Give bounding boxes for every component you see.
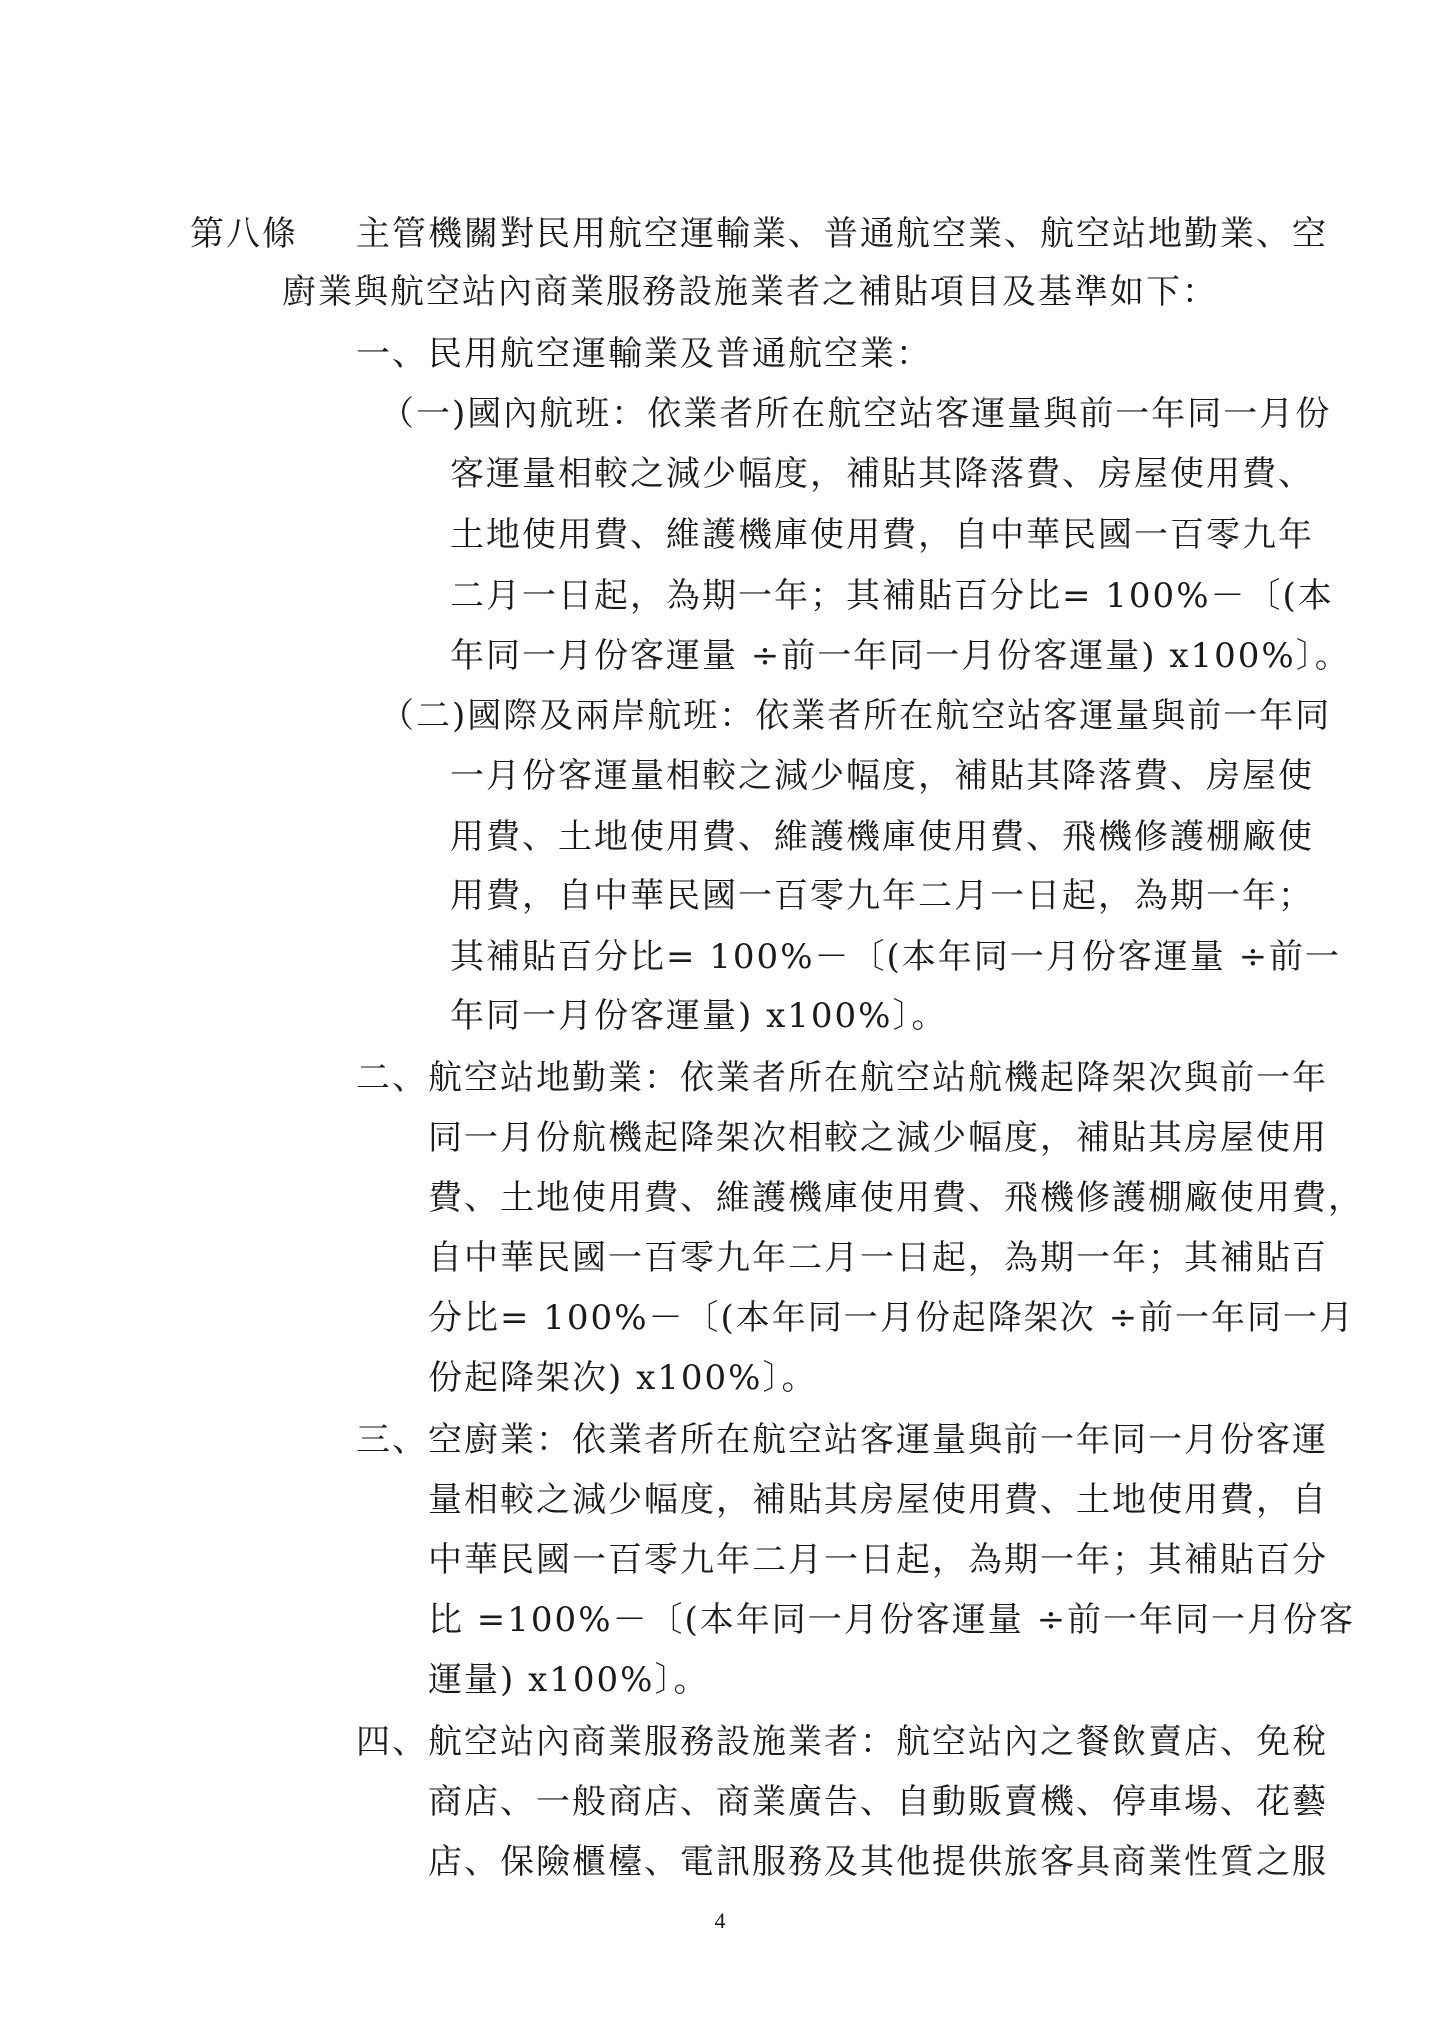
section-line: 四、航空站內商業服務設施業者：航空站內之餐飲賣店、免稅: [356, 1722, 1328, 1762]
section-line: 中華民國一百零九年二月一日起，為期一年；其補貼百分: [428, 1540, 1328, 1580]
section-line: 三、空廚業：依業者所在航空站客運量與前一年同一月份客運: [356, 1420, 1328, 1460]
section-line: 分比= 100%－〔(本年同一月份起降架次 ÷前一年同一月: [428, 1298, 1356, 1338]
subsection-line: 其補貼百分比= 100%－〔(本年同一月份客運量 ÷前一: [450, 937, 1342, 977]
section-line: 二、航空站地勤業：依業者所在航空站航機起降架次與前一年: [356, 1058, 1328, 1098]
subsection-line: 用費、土地使用費、維護機庫使用費、飛機修護棚廠使: [450, 817, 1314, 857]
article-label: 第八條: [190, 214, 298, 254]
subsection-line: 土地使用費、維護機庫使用費，自中華民國一百零九年: [450, 515, 1314, 555]
section-line: 份起降架次) x100%〕。: [428, 1358, 818, 1398]
subsection-line: 用費，自中華民國一百零九年二月一日起，為期一年；: [450, 876, 1314, 916]
section-line: 費、土地使用費、維護機庫使用費、飛機修護棚廠使用費，: [428, 1178, 1364, 1218]
article-intro-line: 主管機關對民用航空運輸業、普通航空業、航空站地勤業、空: [356, 214, 1328, 254]
subsection-line: 二月一日起，為期一年；其補貼百分比= 100%－〔(本: [450, 576, 1334, 616]
subsection-line: （二)國際及兩岸航班：依業者所在航空站客運量與前一年同: [380, 696, 1332, 736]
section-line: 店、保險櫃檯、電訊服務及其他提供旅客具商業性質之服: [428, 1842, 1328, 1882]
section-line: 商店、一般商店、商業廣告、自動販賣機、停車場、花藝: [428, 1782, 1328, 1822]
article-intro-line: 廚業與航空站內商業服務設施業者之補貼項目及基準如下：: [282, 272, 1218, 312]
subsection-line: 客運量相較之減少幅度，補貼其降落費、房屋使用費、: [450, 454, 1314, 494]
section-line: 同一月份航機起降架次相較之減少幅度，補貼其房屋使用: [428, 1118, 1328, 1158]
section-line: 比 =100%－〔(本年同一月份客運量 ÷前一年同一月份客: [428, 1600, 1356, 1640]
subsection-line: 一月份客運量相較之減少幅度，補貼其降落費、房屋使: [450, 756, 1314, 796]
section-line: 自中華民國一百零九年二月一日起，為期一年；其補貼百: [428, 1238, 1328, 1278]
subsection-line: 年同一月份客運量 ÷前一年同一月份客運量) x100%〕。: [450, 636, 1351, 676]
section-line: 量相較之減少幅度，補貼其房屋使用費、土地使用費，自: [428, 1480, 1328, 1520]
section-heading: 一、民用航空運輸業及普通航空業：: [356, 334, 932, 374]
page-number: 4: [714, 1908, 726, 1933]
subsection-line: （一)國內航班：依業者所在航空站客運量與前一年同一月份: [380, 394, 1332, 434]
subsection-line: 年同一月份客運量) x100%〕。: [450, 996, 948, 1036]
section-line: 運量) x100%〕。: [428, 1660, 710, 1700]
